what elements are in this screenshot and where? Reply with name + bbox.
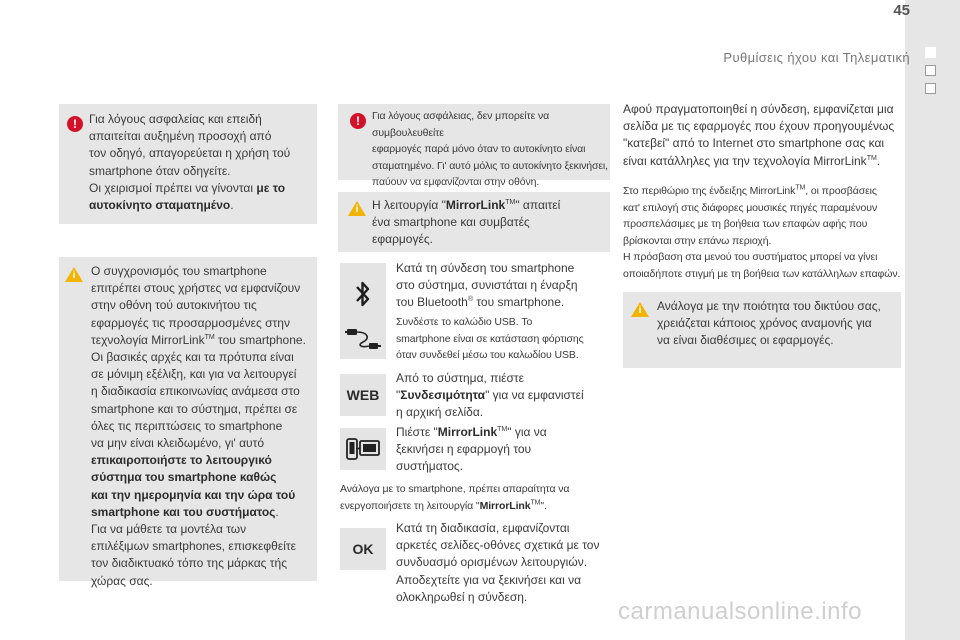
- activation-note: Ανάλογα με το smartphone, πρέπει απαραίτητα να ενεργοποιήσετε τη λειτουργία "MirrorLink™".: [340, 483, 570, 512]
- warning-icon: !: [350, 113, 366, 129]
- ok-button[interactable]: [340, 528, 386, 570]
- step-ok-text: Κατά τη διαδικασία, εμφανίζονται αρκετές σελίδες-οθόνες σχετικά με τον συνδυασμό ορισμένων λειτουργιών. Αποδεχτείτε για να ξεκινήσει και να ολοκληρωθεί η σύνδεση.: [396, 521, 600, 604]
- side-strip: [905, 0, 960, 640]
- step-bluetooth-text: Κατά τη σύνδεση του smartphone στο σύστημα, συνιστάται η έναρξη του Bluetooth® του smartphone.: [396, 261, 578, 310]
- ok-button-label: OK: [352, 541, 374, 557]
- mirrorlink-button[interactable]: [340, 428, 386, 470]
- info-text: Ο συγχρονισμός του smartphone επιτρέπει στους χρήστες να εμφανίζουν στην οθόνη τού αυτοκινήτου τις εφαρμογές τις προσαρμοσμένες στην τεχνολογία MirrorLink™ του smartphone. Οι βασικές αρχές και τα πρότυπα είναι σε μόνιμη εξέλιξη, και για να λειτουργεί η διαδικασία επικοινωνίας ανάμεσα στο smartphone και το σύστημα, πρέπει σε όλες τις περιπτώσεις το smartphone να μην είναι κλειδωμένο, γι' αυτό επικαιροποιήστε το λειτουργικό σύστημα του smartphone καθώς και την ημερομηνία και την ώρα τού smartphone και του συστήματος. Για να μάθετε τα μοντέλα των επιλέξιμων smartphones, επισκεφθείτε τον διαδικτυακό τόπο της μάρκας τής χώρας σας.: [91, 264, 306, 588]
- step-mirrorlink-text: Πιέστε "MirrorLink™" για να ξεκινήσει η εφαρμογή του συστήματος.: [396, 425, 547, 474]
- info-box-sync: i Ο συγχρονισμός του smartphone επιτρέπει στους χρήστες να εμφανίζουν στην οθόνη τού αυτοκινήτου τις εφαρμογές τις προσαρμοσμένες στην τεχνολογία MirrorLink™ του smartphone. Οι βασικές αρχές και τα πρότυπα είναι σε μόνιμη εξέλιξη, και για να λειτουργεί η διαδικασία επικοινωνίας ανάμεσα στο smartphone και το σύστημα, πρέπει σε όλες τις περιπτώσεις το smartphone να μην είναι κλειδωμένο, γι' αυτό επικαιροποιήστε το λειτουργικό σύστημα του smartphone καθώς και την ημερομηνία και την ώρα τού smartphone και του συστήματος. Για να μάθετε τα μοντέλα των επιλέξιμων smartphones, επισκεφθείτε τον διαδικτυακό τόπο της μάρκας τής χώρας σας.: [59, 257, 317, 581]
- info-box-network: i Ανάλογα με την ποιότητα του δικτύου σας, χρειάζεται κάποιος χρόνος αναμονής για να είναι διαθέσιμες οι εφαρμογές.: [623, 292, 901, 368]
- access-paragraph: Στο περιθώριο της ένδειξης MirrorLink™, οι προσβάσεις κατ' επιλογή στις διάφορες μουσικές πηγές παραμένουν προσπελάσιμες με τη βοήθεια των επαφών αφής που βρίσκονται στην επάνω περιοχή. Η πρόσβαση στα μενού του συστήματος μπορεί να γίνει οποιαδήποτε στιγμή με τη βοήθεια των κατάλληλων επαφών.: [623, 184, 901, 280]
- section-title: Ρυθμίσεις ήχου και Τηλεματική: [723, 50, 910, 65]
- mirrorlink-icon: [346, 436, 380, 462]
- web-button[interactable]: [340, 374, 386, 416]
- step-web-text: Από το σύστημα, πιέστε "Συνδεσιμότητα" για να εμφανιστεί η αρχική σελίδα.: [396, 371, 584, 420]
- bluetooth-icon: [353, 279, 373, 309]
- info-network-text: Ανάλογα με την ποιότητα του δικτύου σας, χρειάζεται κάποιος χρόνος αναμονής για να είναι διαθέσιμες οι εφαρμογές.: [657, 299, 881, 348]
- warning-apps-text: Για λόγους ασφάλειας, δεν μπορείτε να συμβουλευθείτε εφαρμογές παρά μόνο όταν το αυτοκίνητο είναι σταματημένο. Γι' αυτό μόλις το αυτοκίνητο ξεκινήσει, παύουν να εμφανίζονται στην οθόνη.: [372, 110, 608, 189]
- usb-cable-icon: [343, 324, 383, 352]
- warning-text: Για λόγους ασφαλείας και επειδή απαιτείται αυξημένη προσοχή από τον οδηγό, απαγορεύεται η χρήση τού smartphone όταν οδηγείτε. Οι χειρισμοί πρέπει να γίνονται με το αυτοκίνητο σταματημένο.: [89, 112, 291, 213]
- page-number: 45: [893, 2, 910, 19]
- warning-box-apps: [338, 104, 610, 189]
- warning-box-driving: [59, 104, 317, 224]
- page-marker-outline: [925, 65, 936, 76]
- web-button-label: WEB: [346, 387, 380, 403]
- page-marker-filled: [925, 47, 936, 58]
- watermark: carmanualsonline.info: [618, 598, 862, 625]
- bluetooth-button: [340, 263, 386, 325]
- connection-paragraph: Αφού πραγματοποιηθεί η σύνδεση, εμφανίζεται μια σελίδα με τις εφαρμογές που έχουν προηγουμένως "κατεβεί" από το Internet στο smartphone σας και είναι κατάλληλες για την τεχνολογία MirrorLink™.: [623, 102, 895, 168]
- info-mirrorlink-text: Η λειτουργία "MirrorLink™" απαιτεί ένα smartphone και συμβατές εφαρμογές.: [372, 198, 561, 247]
- info-box-mirrorlink: i Η λειτουργία "MirrorLink™" απαιτεί ένα smartphone και συμβατές εφαρμογές.: [338, 192, 610, 252]
- step-usb-text: Συνδέστε το καλώδιο USB. Το smartphone είναι σε κατάσταση φόρτισης όταν συνδεθεί μέσω του καλωδίου USB.: [396, 316, 584, 362]
- warning-icon: !: [67, 116, 83, 132]
- page-marker-outline: [925, 83, 936, 94]
- usb-cable-box: [340, 317, 386, 359]
